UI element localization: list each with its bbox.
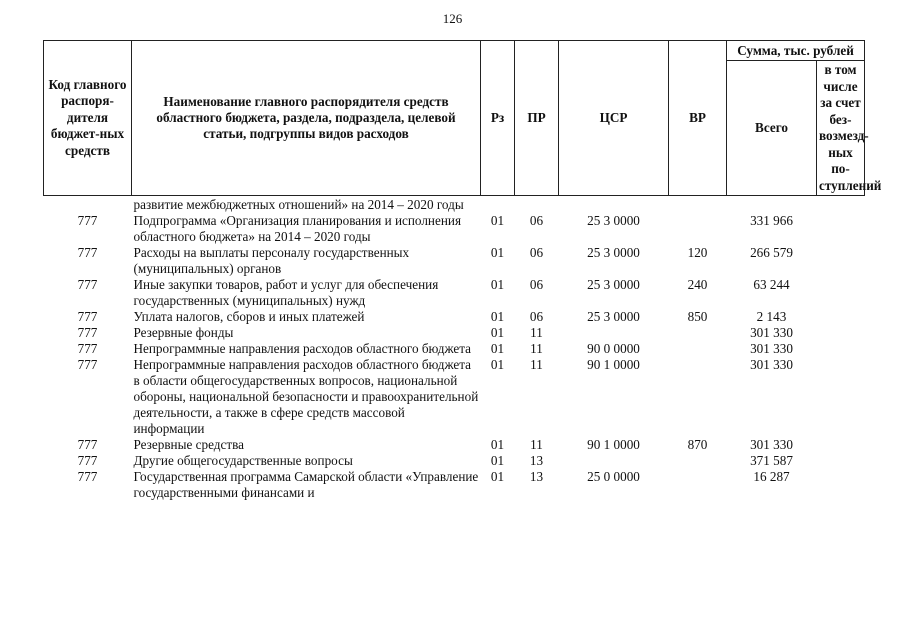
page-number: 126	[442, 11, 463, 26]
table-row	[44, 309, 865, 325]
cell-incl	[817, 325, 865, 341]
cell-csr: 25 3 0000	[587, 277, 640, 292]
table-row	[44, 325, 865, 341]
cell-csr	[559, 325, 669, 341]
cell-incl	[817, 341, 865, 357]
cell-pr	[515, 196, 559, 214]
cell-name: Непрограммные направления расходов областного бюджета в области общегосударственных вопросов, национальной обороны, национальной безопасности и правоохранительной деятельности, а также в сфере средств массовой информации	[133, 357, 479, 436]
col-header-vr: ВР	[669, 41, 727, 196]
cell-name: Иные закупки товаров, работ и услуг для обеспечения государственных (муниципальных) нужд	[133, 277, 439, 308]
cell-vr	[669, 357, 727, 437]
col-header-csr: ЦСР	[559, 41, 669, 196]
cell-pr: 06	[529, 245, 544, 260]
cell-name: Другие общегосударственные вопросы	[133, 453, 353, 468]
table-row	[44, 437, 865, 453]
cell-vr: 240	[687, 277, 708, 292]
cell-name: Подпрограмма «Организация планирования и исполнения областного бюджета» на 2014 – 2020 годы	[133, 213, 462, 244]
cell-code: 777	[77, 453, 98, 468]
cell-pr: 11	[530, 325, 543, 340]
cell-csr: 25 3 0000	[587, 245, 640, 260]
cell-code: 777	[77, 309, 98, 324]
cell-name: Непрограммные направления расходов областного бюджета	[133, 341, 472, 356]
cell-pr: 11	[530, 341, 543, 356]
cell-pr: 06	[529, 213, 544, 228]
cell-incl	[817, 309, 865, 325]
cell-rz: 01	[490, 277, 505, 292]
budget-table	[43, 40, 882, 501]
cell-csr	[559, 196, 669, 214]
cell-vr: 850	[687, 309, 708, 324]
table-header	[44, 41, 882, 196]
table-body	[44, 196, 865, 502]
cell-name: Расходы на выплаты персоналу государственных (муниципальных) органов	[133, 245, 410, 276]
cell-incl	[817, 357, 865, 437]
cell-vr	[669, 469, 727, 501]
cell-incl	[817, 453, 865, 469]
cell-total: 301 330	[750, 437, 793, 452]
cell-incl	[817, 277, 865, 309]
cell-rz: 01	[490, 309, 505, 324]
cell-code: 777	[77, 213, 98, 228]
cell-total: 331 966	[750, 213, 793, 228]
col-header-incl: в том числе за счет без-возмезд-ных по-ступлений	[817, 61, 865, 196]
col-header-sum: Сумма, тыс. рублей	[727, 41, 865, 61]
cell-rz: 01	[490, 341, 505, 356]
cell-pr: 06	[529, 277, 544, 292]
col-header-rz: Рз	[481, 41, 515, 196]
cell-name: Государственная программа Самарской области «Управление государственными финансами и	[133, 469, 479, 500]
cell-total: 63 244	[753, 277, 790, 292]
cell-csr: 90 1 0000	[587, 357, 640, 372]
table-row	[44, 245, 865, 277]
cell-vr	[669, 213, 727, 245]
cell-rz: 01	[490, 453, 505, 468]
cell-total: 2 143	[756, 309, 787, 324]
cell-code: 777	[77, 277, 98, 292]
cell-pr: 06	[529, 309, 544, 324]
cell-rz	[481, 196, 515, 214]
cell-code: 777	[77, 341, 98, 356]
cell-code: 777	[77, 437, 98, 452]
cell-csr: 25 0 0000	[587, 469, 640, 484]
table-row	[44, 453, 865, 469]
cell-total: 301 330	[750, 325, 793, 340]
table-row	[44, 469, 865, 501]
cell-total: 301 330	[750, 341, 793, 356]
table-row	[44, 341, 865, 357]
table-row	[44, 196, 865, 214]
col-header-total: Всего	[727, 61, 817, 196]
cell-incl	[817, 469, 865, 501]
cell-vr	[669, 196, 727, 214]
cell-pr: 11	[530, 437, 543, 452]
cell-vr: 120	[687, 245, 708, 260]
cell-incl	[817, 437, 865, 453]
cell-rz: 01	[490, 325, 505, 340]
cell-csr: 25 3 0000	[587, 213, 640, 228]
table-row	[44, 277, 865, 309]
cell-pr: 11	[530, 357, 543, 372]
cell-csr: 90 1 0000	[587, 437, 640, 452]
cell-csr	[559, 453, 669, 469]
cell-csr: 25 3 0000	[587, 309, 640, 324]
col-header-name: Наименование главного распорядителя средств областного бюджета, раздела, подраздела, целевой статьи, подгруппы видов расходов	[132, 41, 481, 196]
cell-csr: 90 0 0000	[587, 341, 640, 356]
cell-code: 777	[77, 357, 98, 372]
cell-total: 301 330	[750, 357, 793, 372]
cell-name: развитие межбюджетных отношений» на 2014 – 2020 годы	[133, 197, 464, 212]
table-row	[44, 357, 865, 437]
cell-code	[44, 196, 132, 214]
cell-incl	[817, 213, 865, 245]
cell-code: 777	[77, 325, 98, 340]
cell-total: 16 287	[753, 469, 790, 484]
col-header-code: Код главного распоря-дителя бюджет-ных средств	[44, 41, 132, 196]
cell-total: 371 587	[750, 453, 793, 468]
cell-code: 777	[77, 469, 98, 484]
cell-rz: 01	[490, 437, 505, 452]
cell-total: 266 579	[750, 245, 793, 260]
cell-rz: 01	[490, 213, 505, 228]
cell-name: Уплата налогов, сборов и иных платежей	[133, 309, 365, 324]
cell-vr	[669, 325, 727, 341]
cell-incl	[817, 245, 865, 277]
cell-vr: 870	[687, 437, 708, 452]
cell-code: 777	[77, 245, 98, 260]
cell-rz: 01	[490, 245, 505, 260]
cell-pr: 13	[529, 453, 544, 468]
cell-vr	[669, 341, 727, 357]
cell-vr	[669, 453, 727, 469]
cell-pr: 13	[529, 469, 544, 484]
cell-incl	[817, 196, 865, 214]
cell-name: Резервные фонды	[133, 325, 234, 340]
cell-total	[727, 196, 817, 214]
cell-rz: 01	[490, 469, 505, 484]
table-row	[44, 213, 865, 245]
col-header-pr: ПР	[515, 41, 559, 196]
cell-name: Резервные средства	[133, 437, 244, 452]
cell-rz: 01	[490, 357, 505, 372]
